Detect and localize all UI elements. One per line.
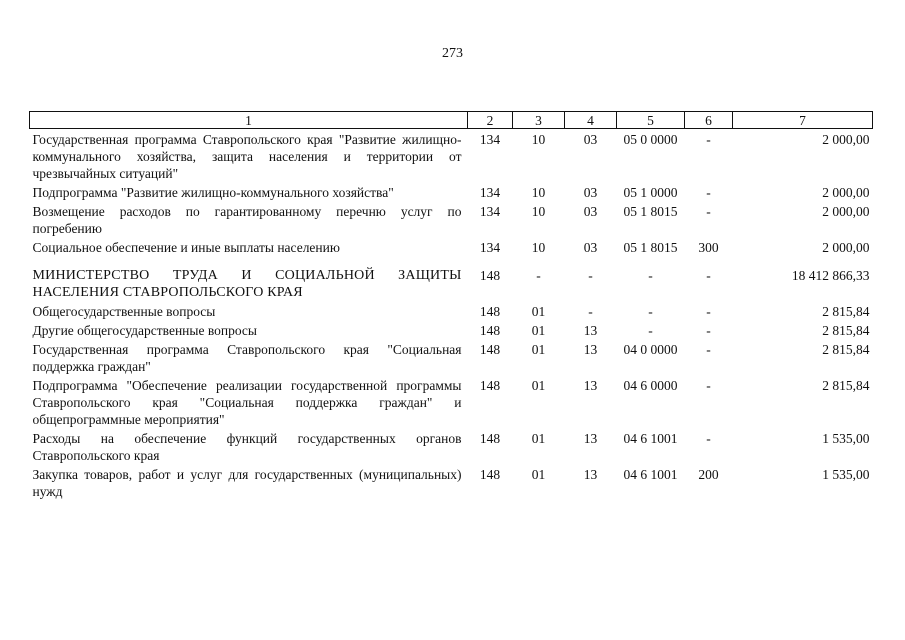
- cell-expense-type: -: [706, 342, 711, 357]
- cell-target-item: 05 1 8015: [623, 204, 678, 219]
- cell-expense-type: -: [706, 185, 711, 200]
- cell-section: 01: [531, 431, 546, 446]
- cell-ministry-code: 148: [479, 342, 501, 357]
- table-row: [30, 377, 873, 430]
- cell-ministry-code: 134: [479, 185, 501, 200]
- cell-expense-type: -: [706, 304, 711, 319]
- cell-ministry-code: 148: [479, 323, 501, 338]
- cell-target-item: -: [648, 268, 653, 283]
- cell-target-item: -: [648, 323, 653, 338]
- column-header: 6: [685, 112, 733, 129]
- row-name: Государственная программа Ставропольского края "Развитие жилищно-коммунального хозяйства, защита населения и территории от чрезвычайных ситуаций": [32, 132, 462, 181]
- cell-expense-type: -: [706, 431, 711, 446]
- cell-ministry-code: 148: [479, 431, 501, 446]
- table-row: [30, 129, 873, 185]
- cell-amount: 2 815,84: [822, 378, 870, 393]
- cell-ministry-code: 134: [479, 204, 501, 219]
- cell-ministry-code: 134: [479, 132, 501, 147]
- cell-amount: 2 000,00: [822, 185, 870, 200]
- table-row: [30, 203, 873, 239]
- cell-target-item: 05 1 0000: [623, 185, 678, 200]
- cell-section: 10: [531, 240, 546, 255]
- table-row: [30, 258, 873, 303]
- cell-target-item: 04 6 0000: [623, 378, 678, 393]
- cell-subsection: 13: [583, 378, 598, 393]
- cell-subsection: 03: [583, 204, 598, 219]
- cell-expense-type: -: [706, 323, 711, 338]
- cell-amount: 2 815,84: [822, 304, 870, 319]
- cell-expense-type: -: [706, 132, 711, 147]
- cell-amount: 1 535,00: [822, 467, 870, 482]
- cell-amount: 2 000,00: [822, 204, 870, 219]
- column-header: 2: [468, 112, 513, 129]
- row-name: Подпрограмма "Обеспечение реализации государственной программы Ставропольского края "Социальная поддержка граждан" и общепрограммные мероприятия": [32, 378, 462, 427]
- column-header: 3: [513, 112, 565, 129]
- table-row: [30, 303, 873, 322]
- cell-target-item: 04 6 1001: [623, 467, 678, 482]
- cell-target-item: 05 1 8015: [623, 240, 678, 255]
- cell-subsection: -: [588, 268, 593, 283]
- cell-section: 01: [531, 342, 546, 357]
- cell-expense-type: 300: [698, 240, 719, 255]
- cell-amount: 2 815,84: [822, 342, 870, 357]
- cell-amount: 2 000,00: [822, 132, 870, 147]
- cell-amount: 2 000,00: [822, 240, 870, 255]
- cell-section: 01: [531, 378, 546, 393]
- table-row: [30, 430, 873, 466]
- cell-section: 01: [531, 323, 546, 338]
- cell-ministry-code: 134: [479, 240, 501, 255]
- cell-amount: 18 412 866,33: [791, 268, 870, 283]
- cell-subsection: 13: [583, 431, 598, 446]
- table-row: [30, 341, 873, 377]
- table-row: [30, 239, 873, 258]
- cell-expense-type: -: [706, 204, 711, 219]
- cell-section: 10: [531, 204, 546, 219]
- cell-section: -: [536, 268, 541, 283]
- cell-ministry-code: 148: [479, 268, 501, 283]
- row-name: Закупка товаров, работ и услуг для государственных (муниципальных) нужд: [32, 467, 462, 499]
- budget-table: [29, 111, 873, 502]
- cell-subsection: -: [588, 304, 593, 319]
- cell-section: 10: [531, 185, 546, 200]
- cell-ministry-code: 148: [479, 467, 501, 482]
- cell-amount: 2 815,84: [822, 323, 870, 338]
- column-header: 5: [617, 112, 685, 129]
- table-header-row: [30, 112, 873, 129]
- cell-target-item: 04 0 0000: [623, 342, 678, 357]
- row-name: Расходы на обеспечение функций государственных органов Ставропольского края: [32, 431, 462, 463]
- cell-ministry-code: 148: [479, 304, 501, 319]
- cell-subsection: 03: [583, 132, 598, 147]
- cell-section: 01: [531, 467, 546, 482]
- cell-target-item: 05 0 0000: [623, 132, 678, 147]
- cell-amount: 1 535,00: [822, 431, 870, 446]
- column-header: 4: [565, 112, 617, 129]
- cell-target-item: 04 6 1001: [623, 431, 678, 446]
- table-row: [30, 466, 873, 502]
- row-name: Другие общегосударственные вопросы: [32, 323, 257, 338]
- row-name: Государственная программа Ставропольского края "Социальная поддержка граждан": [32, 342, 462, 374]
- row-name: Общегосударственные вопросы: [32, 304, 216, 319]
- cell-expense-type: -: [706, 378, 711, 393]
- cell-section: 01: [531, 304, 546, 319]
- cell-subsection: 13: [583, 342, 598, 357]
- row-name: Возмещение расходов по гарантированному перечню услуг по погребению: [32, 204, 462, 236]
- cell-subsection: 03: [583, 240, 598, 255]
- cell-expense-type: -: [706, 268, 711, 283]
- cell-subsection: 13: [583, 323, 598, 338]
- cell-subsection: 13: [583, 467, 598, 482]
- row-name: Социальное обеспечение и иные выплаты населению: [32, 240, 340, 255]
- cell-subsection: 03: [583, 185, 598, 200]
- column-header: 1: [30, 112, 468, 129]
- row-name: Подпрограмма "Развитие жилищно-коммунального хозяйства": [32, 185, 394, 200]
- page-number: 273: [442, 46, 463, 61]
- cell-expense-type: 200: [698, 467, 719, 482]
- cell-target-item: -: [648, 304, 653, 319]
- table-row: [30, 322, 873, 341]
- row-name: МИНИСТЕРСТВО ТРУДА И СОЦИАЛЬНОЙ ЗАЩИТЫ НАСЕЛЕНИЯ СТАВРОПОЛЬСКОГО КРАЯ: [32, 268, 462, 300]
- cell-section: 10: [531, 132, 546, 147]
- cell-ministry-code: 148: [479, 378, 501, 393]
- column-header: 7: [733, 112, 873, 129]
- table-row: [30, 184, 873, 203]
